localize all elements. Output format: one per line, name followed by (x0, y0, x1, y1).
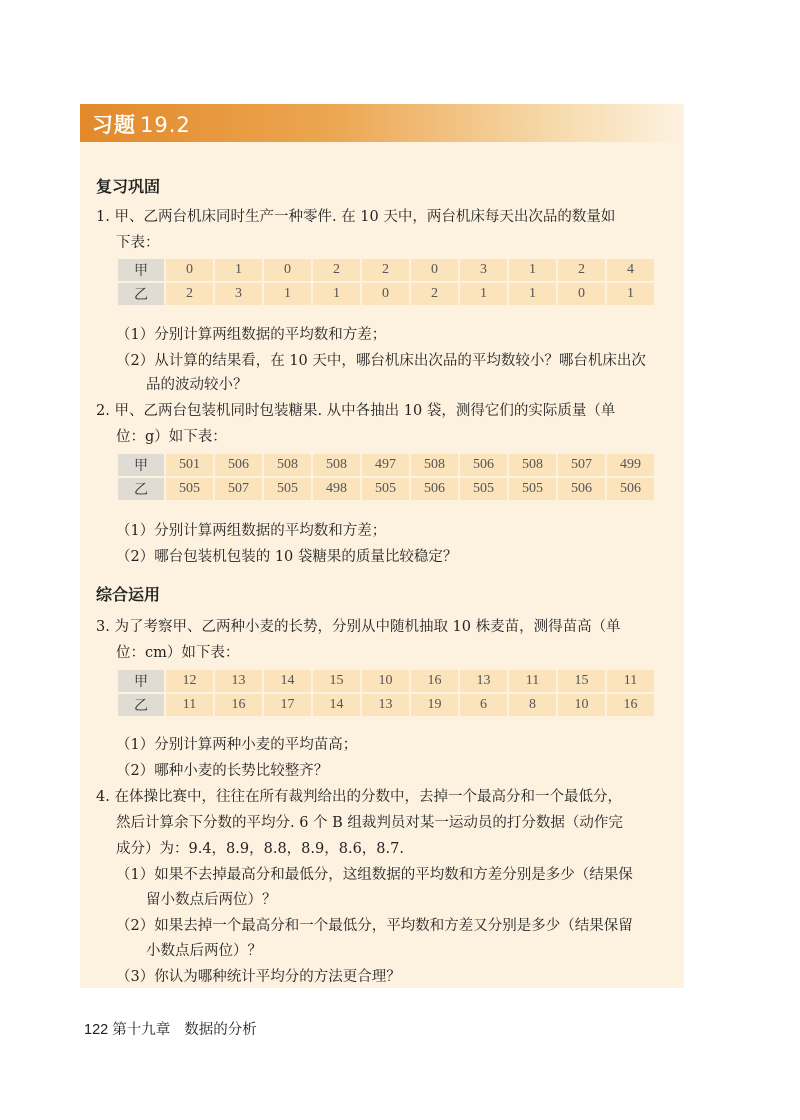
table-cell: 13 (460, 670, 507, 692)
table-cell: 6 (460, 694, 507, 716)
q4-sub2-line2: 小数点后两位）？ (146, 943, 262, 959)
table-cell: 3 (215, 283, 262, 305)
table-cell: 13 (362, 694, 409, 716)
table-cell: 1 (509, 259, 556, 281)
row-label: 乙 (118, 478, 164, 500)
table-cell: 505 (166, 478, 213, 500)
table-cell: 506 (558, 478, 605, 500)
table-cell: 15 (313, 670, 360, 692)
q3-line2: 位：cm）如下表： (116, 645, 240, 661)
section-review-heading: 复习巩固 (96, 177, 161, 196)
q3-sub1: （1）分别计算两种小麦的平均苗高； (116, 737, 358, 753)
table-cell: 2 (411, 283, 458, 305)
table-cell: 1 (313, 283, 360, 305)
page-footer (84, 1018, 257, 1039)
table-row (118, 283, 654, 305)
table-cell: 497 (362, 454, 409, 476)
table-cell: 507 (215, 478, 262, 500)
q2-table (116, 452, 656, 502)
table-cell: 17 (264, 694, 311, 716)
table-row (118, 454, 654, 476)
row-label: 甲 (118, 454, 164, 476)
table-cell: 1 (264, 283, 311, 305)
table-cell: 0 (362, 283, 409, 305)
table-cell: 505 (509, 478, 556, 500)
table-cell: 13 (215, 670, 262, 692)
exercise-box (80, 104, 684, 988)
q3-line1: 3. 为了考察甲、乙两种小麦的长势，分别从中随机抽取 10 株麦苗，测得苗高（单 (96, 619, 621, 635)
table-cell: 3 (460, 259, 507, 281)
table-cell: 12 (166, 670, 213, 692)
table-cell: 508 (509, 454, 556, 476)
table-cell: 506 (215, 454, 262, 476)
q3-sub2: （2）哪种小麦的长势比较整齐？ (116, 763, 329, 779)
table-cell: 501 (166, 454, 213, 476)
row-label: 乙 (118, 694, 164, 716)
chapter-label: 第十九章 (112, 1022, 171, 1038)
table-cell: 10 (558, 694, 605, 716)
table-cell: 16 (411, 670, 458, 692)
table-cell: 0 (166, 259, 213, 281)
table-cell: 508 (411, 454, 458, 476)
table-cell: 507 (558, 454, 605, 476)
table-cell: 499 (607, 454, 654, 476)
table-cell: 498 (313, 478, 360, 500)
q1-sub1: （1）分别计算两组数据的平均数和方差； (116, 327, 387, 343)
table-cell: 4 (607, 259, 654, 281)
title-text: 习题 (92, 113, 136, 137)
table-cell: 1 (215, 259, 262, 281)
section-apply-heading: 综合运用 (96, 585, 161, 604)
row-label: 甲 (118, 259, 164, 281)
q4-sub3: （3）你认为哪种统计平均分的方法更合理？ (116, 969, 401, 985)
q2-line1: 2. 甲、乙两台包装机同时包装糖果. 从中各抽出 10 袋，测得它们的实际质量（单 (96, 403, 616, 419)
table-cell: 0 (558, 283, 605, 305)
table-cell: 15 (558, 670, 605, 692)
table-row (118, 259, 654, 281)
q4-sub1-line2: 留小数点后两位）？ (146, 892, 277, 908)
q3-table (116, 668, 656, 718)
table-cell: 1 (509, 283, 556, 305)
table-cell: 1 (607, 283, 654, 305)
q4-line3: 成分）为：9.4，8.9，8.8，8.9，8.6，8.7. (116, 841, 404, 857)
table-cell: 505 (362, 478, 409, 500)
table-row (118, 478, 654, 500)
table-cell: 508 (313, 454, 360, 476)
table-cell: 16 (607, 694, 654, 716)
table-cell: 506 (607, 478, 654, 500)
table-cell: 0 (411, 259, 458, 281)
q1-sub2-line2: 品的波动较小？ (146, 377, 248, 393)
table-cell: 14 (313, 694, 360, 716)
q1-table (116, 257, 656, 307)
row-label: 甲 (118, 670, 164, 692)
table-cell: 2 (166, 283, 213, 305)
table-cell: 11 (509, 670, 556, 692)
q2-sub1: （1）分别计算两组数据的平均数和方差； (116, 523, 387, 539)
table-cell: 11 (166, 694, 213, 716)
table-cell: 2 (558, 259, 605, 281)
table-cell: 19 (411, 694, 458, 716)
table-cell: 16 (215, 694, 262, 716)
q4-sub2-line1: （2）如果去掉一个最高分和一个最低分，平均数和方差又分别是多少（结果保留 (116, 918, 633, 934)
q1-line1: 1. 甲、乙两台机床同时生产一种零件. 在 10 天中，两台机床每天出次品的数量如 (96, 209, 616, 225)
q1-sub2-line1: （2）从计算的结果看，在 10 天中，哪台机床出次品的平均数较小？哪台机床出次 (116, 353, 646, 369)
table-cell: 10 (362, 670, 409, 692)
row-label: 乙 (118, 283, 164, 305)
table-cell: 11 (607, 670, 654, 692)
q2-sub2: （2）哪台包装机包装的 10 袋糖果的质量比较稳定？ (116, 549, 458, 565)
q4-line1: 4. 在体操比赛中，往往在所有裁判给出的分数中，去掉一个最高分和一个最低分， (96, 789, 622, 805)
table-cell: 2 (313, 259, 360, 281)
q1-line2: 下表： (116, 235, 160, 251)
table-cell: 14 (264, 670, 311, 692)
q2-line2: 位：g）如下表： (116, 429, 227, 445)
table-cell: 1 (460, 283, 507, 305)
page-number: 122 (84, 1022, 109, 1038)
table-row (118, 670, 654, 692)
table-cell: 2 (362, 259, 409, 281)
exercise-title (92, 109, 191, 139)
table-cell: 506 (411, 478, 458, 500)
table-cell: 0 (264, 259, 311, 281)
table-cell: 508 (264, 454, 311, 476)
chapter-title: 数据的分析 (184, 1022, 257, 1038)
q4-line2: 然后计算余下分数的平均分. 6 个 B 组裁判员对某一运动员的打分数据（动作完 (116, 815, 623, 831)
table-cell: 505 (264, 478, 311, 500)
title-number: 19.2 (140, 113, 191, 137)
table-cell: 8 (509, 694, 556, 716)
exercise-header (80, 104, 684, 142)
table-cell: 505 (460, 478, 507, 500)
q4-sub1-line1: （1）如果不去掉最高分和最低分，这组数据的平均数和方差分别是多少（结果保 (116, 867, 633, 883)
table-row (118, 694, 654, 716)
table-cell: 506 (460, 454, 507, 476)
